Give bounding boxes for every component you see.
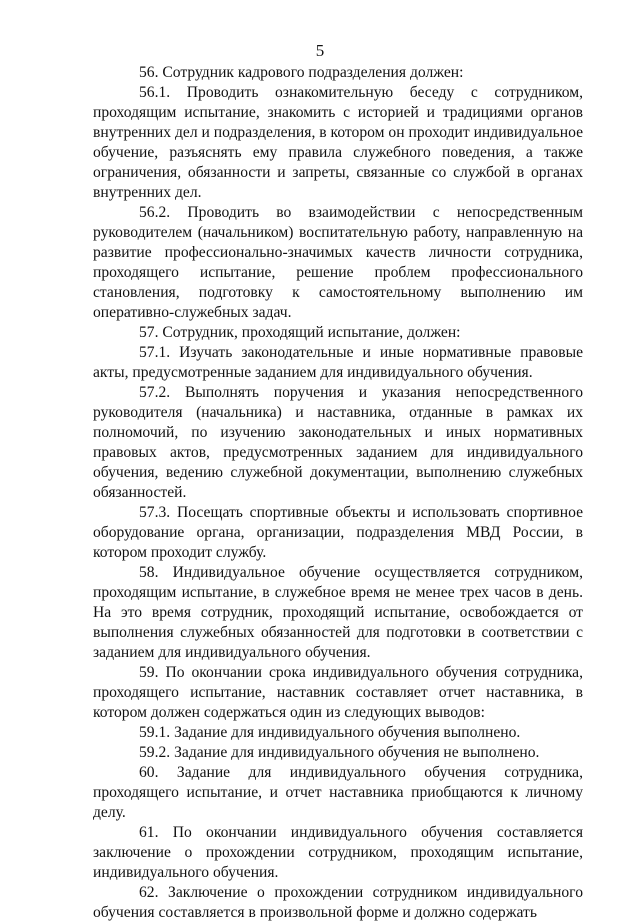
paragraph-61: 61. По окончании индивидуального обучения составляется заключение о прохождении сотрудником, проходящим испытание, индивидуального обучения. bbox=[93, 824, 583, 881]
paragraph-56-2: 56.2. Проводить во взаимодействии с непосредственным руководителем (начальником) воспитательную работу, направленную на развитие профессионально-значимых качеств личности сотрудника, проходящего испытание, решение проблем профессионального становления, подготовку к самостоятельному выполнению им оперативно-служебных задач. bbox=[93, 204, 583, 321]
document-body bbox=[93, 63, 583, 923]
paragraph-57-3: 57.3. Посещать спортивные объекты и использовать спортивное оборудование органа, организации, подразделения МВД России, в котором проходит службу. bbox=[93, 504, 583, 561]
paragraph-59: 59. По окончании срока индивидуального обучения сотрудника, проходящего испытание, наставник составляет отчет наставника, в котором должен содержаться один из следующих выводов: bbox=[93, 664, 583, 721]
paragraph-59-2: 59.2. Задание для индивидуального обучения не выполнено. bbox=[139, 744, 540, 761]
paragraph-57: 57. Сотрудник, проходящий испытание, должен: bbox=[139, 324, 461, 341]
paragraph-62: 62. Заключение о прохождении сотрудником индивидуального обучения составляется в произвольной форме и должно содержать bbox=[93, 884, 583, 921]
paragraph-58: 58. Индивидуальное обучение осуществляется сотрудником, проходящим испытание, в служебное время не менее трех часов в день. На это время сотрудник, проходящий испытание, освобождается от выполнения служебных обязанностей для подготовки в соответствии с заданием для индивидуального обучения. bbox=[93, 564, 583, 661]
paragraph-57-2: 57.2. Выполнять поручения и указания непосредственного руководителя (начальника) и наставника, отданные в рамках их полномочий, по изучению законодательных и иных нормативных правовых актов, предусмотренных заданием для индивидуального обучения, ведению служебной документации, выполнению служебных обязанностей. bbox=[93, 384, 583, 501]
paragraph-57-1: 57.1. Изучать законодательные и иные нормативные правовые акты, предусмотренные заданием для индивидуального обучения. bbox=[93, 344, 583, 381]
paragraph-56-1: 56.1. Проводить ознакомительную беседу с сотрудником, проходящим испытание, знакомить с историей и традициями органов внутренних дел и подразделения, в котором он проходит индивидуальное обучение, разъяснять ему правила служебного поведения, а также ограничения, обязанности и запреты, связанные со службой в органах внутренних дел. bbox=[93, 84, 583, 201]
paragraph-59-1: 59.1. Задание для индивидуального обучения выполнено. bbox=[139, 724, 521, 741]
page-number: 5 bbox=[315, 41, 325, 60]
paragraph-60: 60. Задание для индивидуального обучения сотрудника, проходящего испытание, и отчет наставника приобщаются к личному делу. bbox=[93, 764, 583, 821]
paragraph-56: 56. Сотрудник кадрового подразделения должен: bbox=[139, 64, 464, 81]
